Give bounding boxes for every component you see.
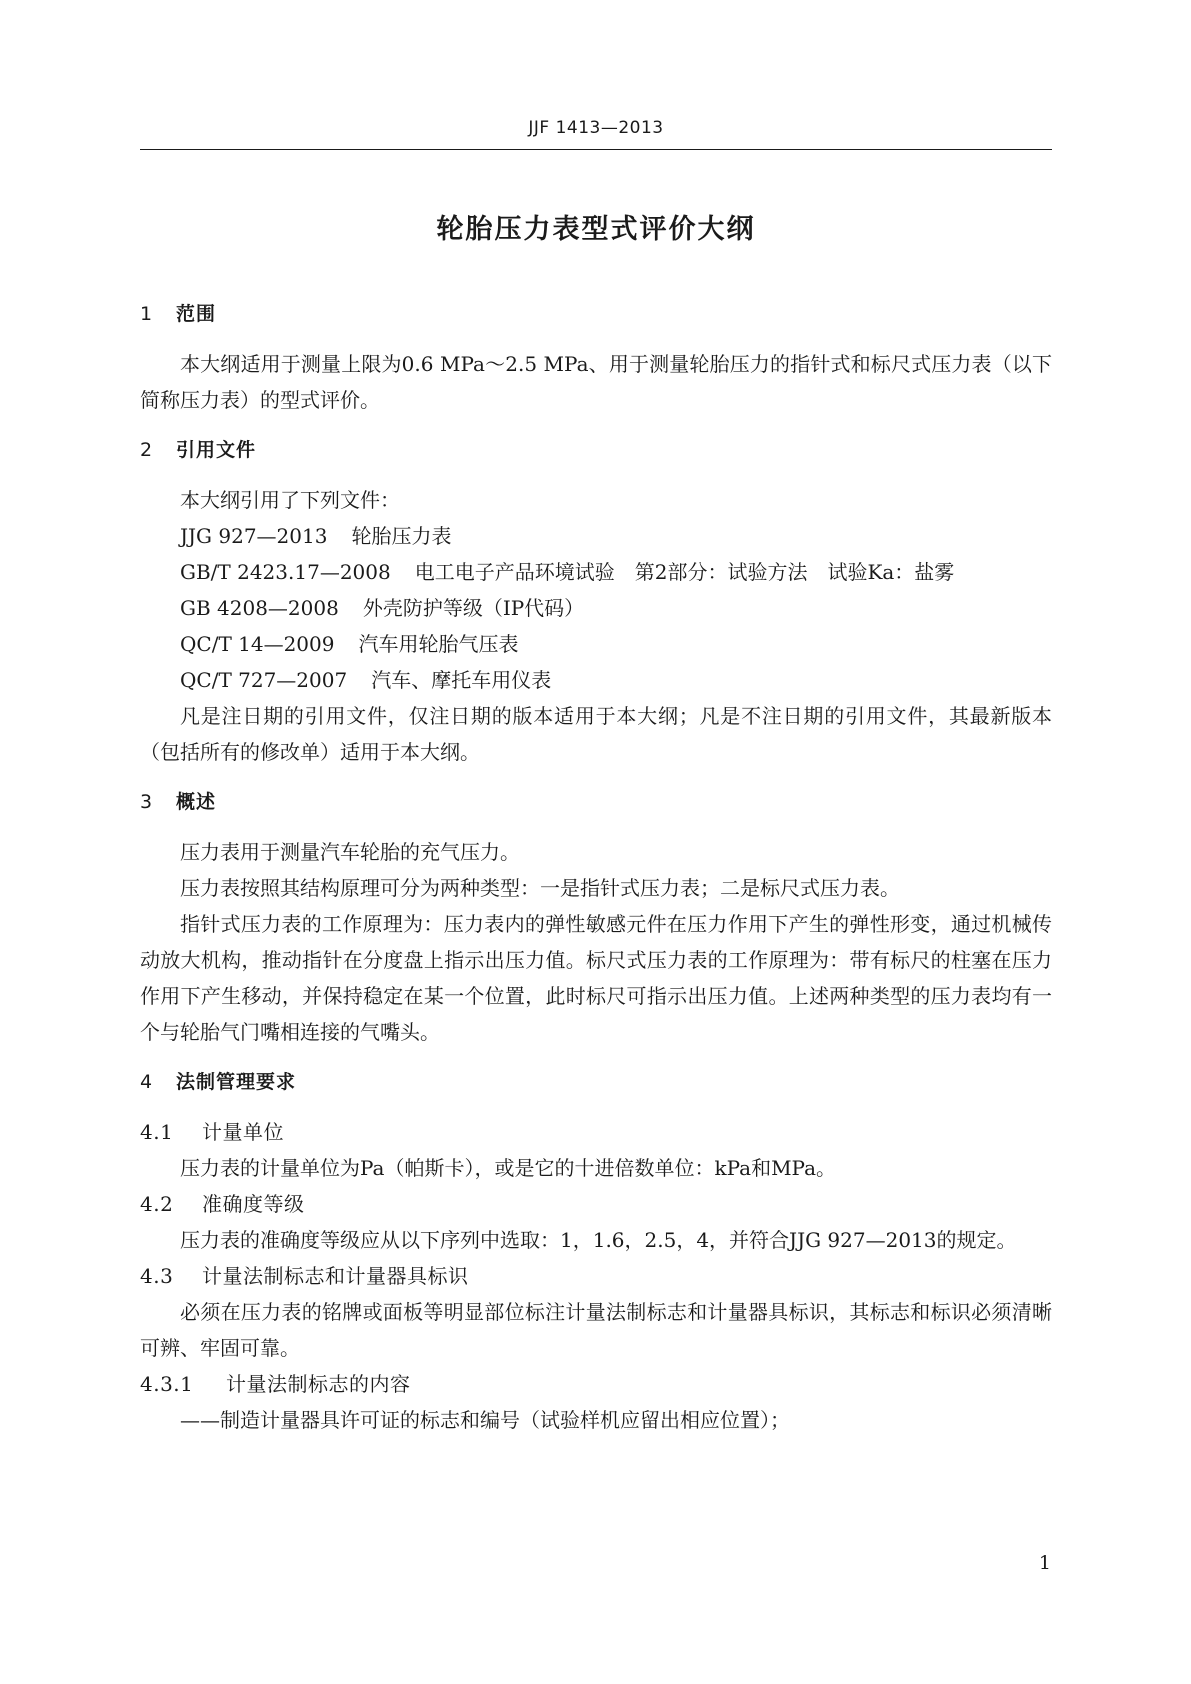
section-title: 概述: [176, 791, 217, 813]
subsection-title: 准确度等级: [202, 1192, 305, 1216]
reference-item: [140, 662, 1052, 698]
reference-name: 电工电子产品环境试验 第2部分：试验方法 试验Ka：盐雾: [414, 560, 955, 584]
reference-name: 汽车用轮胎气压表: [358, 632, 519, 656]
section-2-intro: 本大纲引用了下列文件：: [180, 488, 400, 512]
subsection-title: 计量单位: [202, 1120, 284, 1144]
reference-name: 汽车、摩托车用仪表: [371, 668, 552, 692]
reference-code: JJG 927—2013: [180, 524, 328, 548]
document-code-header: JJF 1413—2013: [528, 118, 664, 138]
section-3-paragraph-3: 指针式压力表的工作原理为：压力表内的弹性敏感元件在压力作用下产生的弹性形变，通过机械传动放大机构，推动指针在分度盘上指示出压力值。标尺式压力表的工作原理为：带有标尺的柱塞在压力作用下产生移动，并保持稳定在某一个位置，此时标尺可指示出压力值。上述两种类型的压力表均有一个与轮胎气门嘴相连接的气嘴头。: [140, 912, 1052, 1044]
reference-code: QC/T 14—2009: [180, 632, 335, 656]
subsection-number: 4.1: [140, 1120, 174, 1144]
section-number: 4: [140, 1071, 154, 1093]
section-2-heading: [140, 432, 1052, 468]
section-number: 2: [140, 439, 154, 461]
subsection-number: 4.2: [140, 1192, 174, 1216]
section-3-paragraph-2: 压力表按照其结构原理可分为两种类型：一是指针式压力表；二是标尺式压力表。: [180, 876, 900, 900]
reference-item: [140, 626, 1052, 662]
subsection-number: 4.3: [140, 1264, 174, 1288]
subsection-4-3-1-heading: [140, 1366, 1052, 1402]
subsection-number: 4.3.1: [140, 1372, 194, 1396]
subsection-4-1-heading: [140, 1114, 1052, 1150]
list-item: ——制造计量器具许可证的标志和编号（试验样机应留出相应位置）；: [180, 1408, 790, 1432]
reference-code: GB 4208—2008: [180, 596, 339, 620]
document-title: 轮胎压力表型式评价大纲: [436, 214, 756, 245]
subsection-4-3-heading: [140, 1258, 1052, 1294]
reference-item: [140, 590, 1052, 626]
section-3-paragraph-1: 压力表用于测量汽车轮胎的充气压力。: [180, 840, 520, 864]
reference-name: 轮胎压力表: [351, 524, 452, 548]
page-number: 1: [1038, 1552, 1051, 1574]
header-divider: [140, 149, 1052, 150]
section-3-heading: [140, 784, 1052, 820]
section-number: 3: [140, 791, 154, 813]
section-number: 1: [140, 303, 154, 325]
reference-item: [140, 518, 1052, 554]
section-4-heading: [140, 1064, 1052, 1100]
reference-item: [140, 554, 1052, 590]
section-2-note: 凡是注日期的引用文件，仅注日期的版本适用于本大纲；凡是不注日期的引用文件，其最新版本（包括所有的修改单）适用于本大纲。: [140, 704, 1052, 764]
document-body: [140, 296, 1052, 1438]
reference-code: QC/T 727—2007: [180, 668, 348, 692]
reference-name: 外壳防护等级（IP代码）: [362, 596, 585, 620]
section-title: 法制管理要求: [176, 1071, 297, 1093]
subsection-title: 计量法制标志的内容: [226, 1372, 411, 1396]
section-title: 范围: [176, 303, 217, 325]
subsection-4-3-text: 必须在压力表的铭牌或面板等明显部位标注计量法制标志和计量器具标识，其标志和标识必须清晰可辨、牢固可靠。: [140, 1300, 1052, 1360]
subsection-title: 计量法制标志和计量器具标识: [202, 1264, 469, 1288]
reference-code: GB/T 2423.17—2008: [180, 560, 391, 584]
subsection-4-1-text: 压力表的计量单位为Pa（帕斯卡），或是它的十进倍数单位：kPa和MPa。: [180, 1156, 837, 1180]
subsection-4-2-text: 压力表的准确度等级应从以下序列中选取：1，1.6，2.5，4，并符合JJG 927—2013的规定。: [180, 1228, 1017, 1252]
section-title: 引用文件: [176, 439, 257, 461]
subsection-4-2-heading: [140, 1186, 1052, 1222]
section-1-paragraph: 本大纲适用于测量上限为0.6 MPa～2.5 MPa、用于测量轮胎压力的指针式和标尺式压力表（以下简称压力表）的型式评价。: [140, 352, 1052, 412]
section-1-heading: [140, 296, 1052, 332]
